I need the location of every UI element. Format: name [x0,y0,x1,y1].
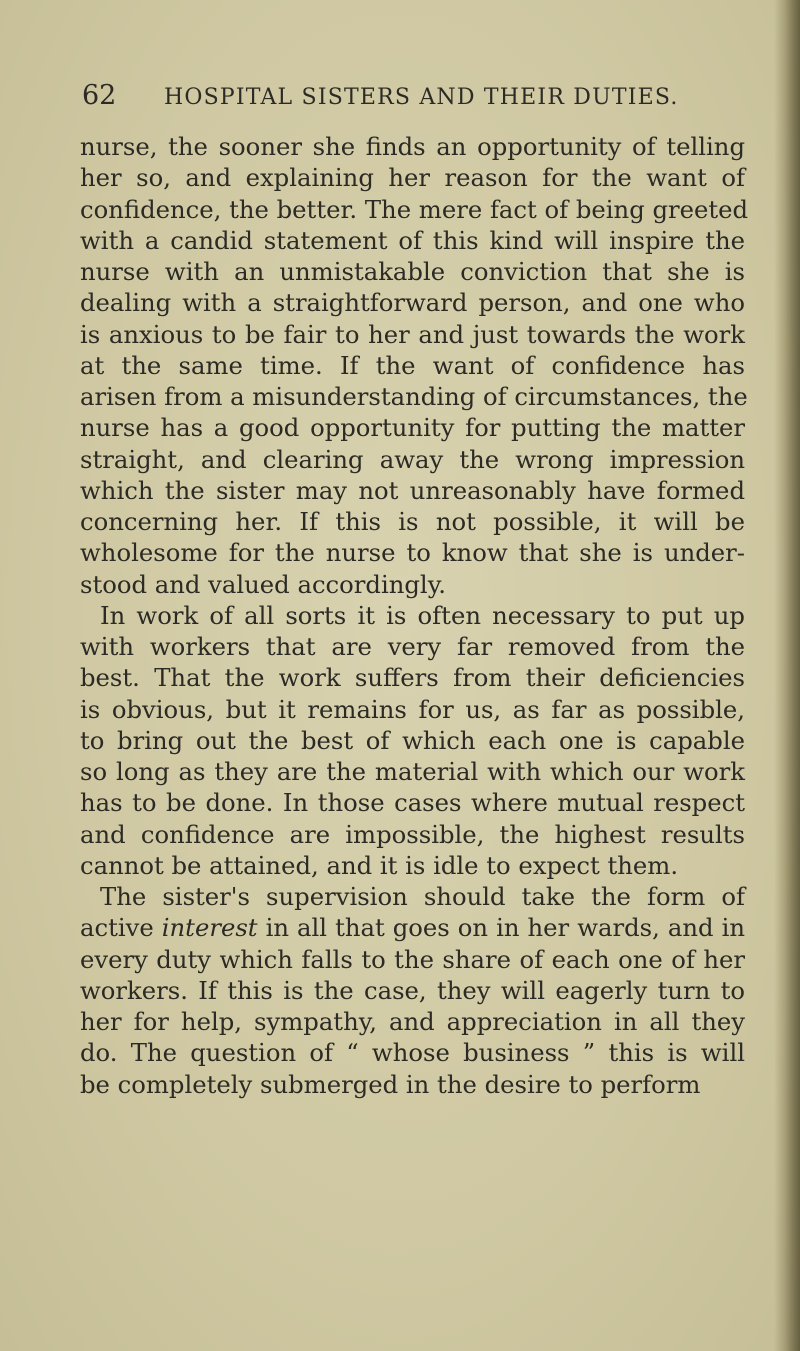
text-line: has to be done. In those cases where mutual respect [80,788,745,818]
text-line: straight, and clearing away the wrong impression [80,444,745,474]
running-head-title: HOSPITAL SISTERS AND THEIR DUTIES. [164,85,679,110]
emphasis-text: interest [161,913,258,943]
text-line: her for help, sympathy, and appreciation in all they [80,1007,745,1036]
text-line: with workers that are very far removed from the [80,632,745,661]
text-line: best. That the work suffers from their deficiencies [80,663,745,693]
text-line: confidence, the better. The mere fact of being greeted [80,194,749,224]
text-line: be completely submerged in the desire to perform [80,1069,701,1099]
text-line [80,912,745,943]
text-line: so long as they are the material with which our work [80,757,745,786]
text-line: wholesome for the nurse to know that she is under- [80,538,745,568]
text-line: to bring out the best of which each one is capable [80,725,745,755]
text-line: at the same time. If the want of confidence has [80,350,745,380]
text-line: which the sister may not unreasonably have formed [80,475,745,505]
page-number: 62 [82,80,117,111]
text-run: in all that goes on in her wards, and in [257,913,745,943]
text-line: concerning her. If this is not possible, it will be [80,507,745,536]
page-edge-shadow [774,0,800,1351]
text-line: is anxious to be fair to her and just towards the work [80,319,745,349]
text-line: stood and valued accordingly. [80,569,446,599]
text-line: nurse with an unmistakable conviction that she is [80,257,745,286]
text-line: every duty which falls to the share of each one of her [80,944,745,974]
text-line: nurse has a good opportunity for putting the matter [80,413,745,443]
text-line: her so, and explaining her reason for the want of [80,163,745,193]
text-line: dealing with a straightforward person, and one who [80,288,745,318]
text-line: workers. If this is the case, they will eagerly turn to [80,975,745,1005]
text-line: nurse, the sooner she finds an opportunity of telling [80,132,745,161]
body-text [80,131,749,1100]
text-line: In work of all sorts it is often necessary to put up [100,600,745,630]
text-line: do. The question of “ whose business ” this is will [80,1038,745,1068]
text-line: The sister's supervision should take the form of [100,882,745,911]
text-line: arisen from a misunderstanding of circumstances, the [80,382,748,411]
text-line: is obvious, but it remains for us, as far as possible, [80,694,745,724]
text-run: active [80,913,162,943]
text-line: cannot be attained, and it is idle to expect them. [80,850,679,880]
running-head [82,80,722,116]
text-line: and confidence are impossible, the highest results [80,819,745,849]
text-line: with a candid statement of this kind will inspire the [80,225,745,255]
